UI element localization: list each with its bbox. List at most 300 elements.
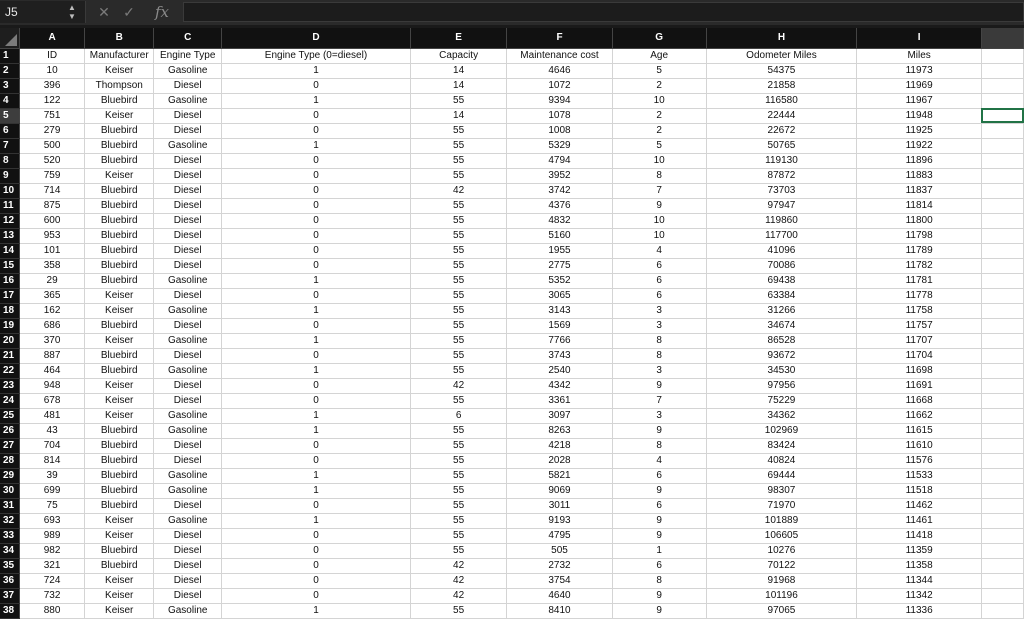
cell[interactable]: 7 xyxy=(612,393,706,408)
cell[interactable]: 4342 xyxy=(507,378,612,393)
cell[interactable]: 40824 xyxy=(706,453,857,468)
cell[interactable]: 11798 xyxy=(857,228,982,243)
cell[interactable]: 1 xyxy=(222,63,411,78)
cell[interactable]: 14 xyxy=(410,108,506,123)
cell[interactable] xyxy=(981,378,1023,393)
cell[interactable]: 505 xyxy=(507,543,612,558)
cell[interactable]: 464 xyxy=(20,363,85,378)
cell[interactable]: 2775 xyxy=(507,258,612,273)
cell[interactable]: Keiser xyxy=(85,603,154,618)
cell[interactable]: 1 xyxy=(222,468,411,483)
cell[interactable]: Bluebird xyxy=(85,498,154,513)
cell[interactable] xyxy=(981,258,1023,273)
cell[interactable]: 9394 xyxy=(507,93,612,108)
cell[interactable]: 4794 xyxy=(507,153,612,168)
row-header[interactable]: 6 xyxy=(0,123,20,138)
select-all-corner[interactable] xyxy=(0,28,20,48)
cell[interactable]: 500 xyxy=(20,138,85,153)
column-header[interactable] xyxy=(981,28,1023,48)
row-header[interactable]: 20 xyxy=(0,333,20,348)
cell[interactable]: 54375 xyxy=(706,63,857,78)
cell[interactable]: 11342 xyxy=(857,588,982,603)
cell[interactable]: 3097 xyxy=(507,408,612,423)
cell[interactable] xyxy=(981,498,1023,513)
cell[interactable]: 7766 xyxy=(507,333,612,348)
cell[interactable]: 6 xyxy=(612,498,706,513)
column-header[interactable]: F xyxy=(507,28,612,48)
cell[interactable]: 358 xyxy=(20,258,85,273)
cell[interactable] xyxy=(981,558,1023,573)
cell[interactable]: 11704 xyxy=(857,348,982,363)
cell[interactable]: 98307 xyxy=(706,483,857,498)
cell[interactable]: 1 xyxy=(222,408,411,423)
cell[interactable]: 55 xyxy=(410,333,506,348)
cell[interactable]: Bluebird xyxy=(85,138,154,153)
cell[interactable]: Bluebird xyxy=(85,258,154,273)
cell[interactable]: 6 xyxy=(612,258,706,273)
cell[interactable]: 42 xyxy=(410,588,506,603)
cell[interactable]: Diesel xyxy=(154,123,222,138)
cell[interactable]: Gasoline xyxy=(154,273,222,288)
cell[interactable]: 55 xyxy=(410,273,506,288)
cell[interactable]: 365 xyxy=(20,288,85,303)
row-header[interactable]: 35 xyxy=(0,558,20,573)
cell[interactable]: 0 xyxy=(222,123,411,138)
cell[interactable]: Thompson xyxy=(85,78,154,93)
cell[interactable]: 9193 xyxy=(507,513,612,528)
row-header[interactable]: 13 xyxy=(0,228,20,243)
cell[interactable]: 39 xyxy=(20,468,85,483)
cell[interactable]: 9 xyxy=(612,198,706,213)
cell[interactable]: 41096 xyxy=(706,243,857,258)
cell[interactable]: Bluebird xyxy=(85,483,154,498)
cell[interactable]: 6 xyxy=(612,558,706,573)
cell[interactable]: 55 xyxy=(410,513,506,528)
enter-icon[interactable]: ✓ xyxy=(123,4,135,20)
cell[interactable]: 11576 xyxy=(857,453,982,468)
cell[interactable]: Bluebird xyxy=(85,273,154,288)
cell[interactable]: 75 xyxy=(20,498,85,513)
cell[interactable]: Capacity xyxy=(410,48,506,63)
cell[interactable]: 3011 xyxy=(507,498,612,513)
row-header[interactable]: 14 xyxy=(0,243,20,258)
cell[interactable]: 1955 xyxy=(507,243,612,258)
cell[interactable]: Diesel xyxy=(154,573,222,588)
cell[interactable]: 9 xyxy=(612,588,706,603)
cell[interactable]: Engine Type (0=diesel) xyxy=(222,48,411,63)
cell[interactable]: 1 xyxy=(612,543,706,558)
cell[interactable]: 11662 xyxy=(857,408,982,423)
cell[interactable]: 814 xyxy=(20,453,85,468)
cell[interactable]: 55 xyxy=(410,213,506,228)
cell[interactable]: 8 xyxy=(612,333,706,348)
cell[interactable]: 8 xyxy=(612,438,706,453)
row-header[interactable]: 11 xyxy=(0,198,20,213)
cell[interactable]: 91968 xyxy=(706,573,857,588)
row-header[interactable]: 25 xyxy=(0,408,20,423)
cell[interactable]: Bluebird xyxy=(85,243,154,258)
cell[interactable]: Manufacturer xyxy=(85,48,154,63)
cell[interactable]: 6 xyxy=(612,288,706,303)
cell[interactable]: 0 xyxy=(222,438,411,453)
cell[interactable]: Diesel xyxy=(154,153,222,168)
cell[interactable] xyxy=(981,183,1023,198)
cell[interactable]: Diesel xyxy=(154,198,222,213)
row-header[interactable]: 15 xyxy=(0,258,20,273)
cell[interactable]: 101889 xyxy=(706,513,857,528)
cell[interactable]: Diesel xyxy=(154,213,222,228)
cell[interactable]: 31266 xyxy=(706,303,857,318)
cell[interactable]: 704 xyxy=(20,438,85,453)
cell[interactable]: 370 xyxy=(20,333,85,348)
cell[interactable]: 21858 xyxy=(706,78,857,93)
cell[interactable]: 0 xyxy=(222,168,411,183)
cell[interactable] xyxy=(981,423,1023,438)
formula-input[interactable] xyxy=(183,2,1024,22)
cell[interactable] xyxy=(981,198,1023,213)
cell[interactable]: 11668 xyxy=(857,393,982,408)
cell[interactable]: 55 xyxy=(410,498,506,513)
cell[interactable] xyxy=(981,78,1023,93)
cell[interactable]: 4646 xyxy=(507,63,612,78)
cell[interactable]: 55 xyxy=(410,138,506,153)
cell[interactable]: 11757 xyxy=(857,318,982,333)
cell[interactable]: 0 xyxy=(222,378,411,393)
cell[interactable]: 42 xyxy=(410,183,506,198)
cell[interactable]: Diesel xyxy=(154,228,222,243)
cell[interactable]: 9 xyxy=(612,423,706,438)
cell[interactable]: 1 xyxy=(222,333,411,348)
cell[interactable]: 4 xyxy=(612,453,706,468)
cell[interactable]: Diesel xyxy=(154,438,222,453)
row-header[interactable]: 7 xyxy=(0,138,20,153)
cell[interactable]: 70122 xyxy=(706,558,857,573)
row-header[interactable]: 33 xyxy=(0,528,20,543)
cell[interactable]: 600 xyxy=(20,213,85,228)
cell[interactable] xyxy=(981,318,1023,333)
cell[interactable]: 55 xyxy=(410,528,506,543)
cell[interactable]: 75229 xyxy=(706,393,857,408)
cell[interactable]: Keiser xyxy=(85,63,154,78)
cell[interactable]: 55 xyxy=(410,123,506,138)
cell[interactable]: 1 xyxy=(222,513,411,528)
cell[interactable]: 0 xyxy=(222,498,411,513)
cell[interactable]: 481 xyxy=(20,408,85,423)
cell[interactable]: 22444 xyxy=(706,108,857,123)
insert-function-icon[interactable]: fx xyxy=(155,3,170,21)
cell[interactable]: 887 xyxy=(20,348,85,363)
cell[interactable]: 11344 xyxy=(857,573,982,588)
row-header[interactable]: 21 xyxy=(0,348,20,363)
cell[interactable]: 7 xyxy=(612,183,706,198)
row-header[interactable]: 36 xyxy=(0,573,20,588)
name-box-spinner-icon[interactable]: ▲ ▼ xyxy=(68,3,76,21)
cell[interactable]: 14 xyxy=(410,63,506,78)
cell[interactable]: Keiser xyxy=(85,378,154,393)
cell[interactable]: 3143 xyxy=(507,303,612,318)
name-box[interactable]: J5 xyxy=(0,1,86,23)
cell[interactable] xyxy=(981,468,1023,483)
cell[interactable]: 4795 xyxy=(507,528,612,543)
column-header[interactable]: A xyxy=(20,28,85,48)
cell[interactable]: 55 xyxy=(410,468,506,483)
cell[interactable]: Gasoline xyxy=(154,513,222,528)
cell[interactable]: Keiser xyxy=(85,108,154,123)
column-header[interactable]: I xyxy=(857,28,982,48)
cell[interactable]: Diesel xyxy=(154,108,222,123)
cell[interactable]: Diesel xyxy=(154,393,222,408)
cell[interactable]: 42 xyxy=(410,573,506,588)
cell[interactable]: 948 xyxy=(20,378,85,393)
cell[interactable]: 102969 xyxy=(706,423,857,438)
cell[interactable] xyxy=(981,348,1023,363)
cell[interactable]: 29 xyxy=(20,273,85,288)
cell[interactable]: 10 xyxy=(612,93,706,108)
cell[interactable] xyxy=(981,63,1023,78)
cell[interactable] xyxy=(981,243,1023,258)
cell[interactable]: Keiser xyxy=(85,333,154,348)
cell[interactable]: 4 xyxy=(612,243,706,258)
cell[interactable]: 0 xyxy=(222,243,411,258)
row-header[interactable]: 34 xyxy=(0,543,20,558)
cell[interactable]: 11973 xyxy=(857,63,982,78)
cell[interactable]: 1072 xyxy=(507,78,612,93)
row-header[interactable]: 16 xyxy=(0,273,20,288)
cell[interactable]: 42 xyxy=(410,378,506,393)
cell[interactable]: 55 xyxy=(410,603,506,618)
cell[interactable]: 55 xyxy=(410,348,506,363)
column-header[interactable]: G xyxy=(612,28,706,48)
cell[interactable] xyxy=(981,483,1023,498)
cell[interactable]: 1 xyxy=(222,93,411,108)
cell[interactable]: 10 xyxy=(20,63,85,78)
cell[interactable]: 11789 xyxy=(857,243,982,258)
cell[interactable]: 1 xyxy=(222,483,411,498)
cell[interactable]: 5 xyxy=(612,63,706,78)
cell[interactable]: 2540 xyxy=(507,363,612,378)
cell[interactable]: 10 xyxy=(612,153,706,168)
cell[interactable]: 3065 xyxy=(507,288,612,303)
cell[interactable]: 11461 xyxy=(857,513,982,528)
cell[interactable]: 1 xyxy=(222,138,411,153)
cell[interactable]: Keiser xyxy=(85,288,154,303)
cell[interactable]: ID xyxy=(20,48,85,63)
cell[interactable]: 0 xyxy=(222,213,411,228)
cell[interactable]: Keiser xyxy=(85,573,154,588)
cell[interactable]: 4376 xyxy=(507,198,612,213)
cell[interactable]: 14 xyxy=(410,78,506,93)
row-header[interactable]: 27 xyxy=(0,438,20,453)
cell[interactable]: 11896 xyxy=(857,153,982,168)
cell[interactable]: 0 xyxy=(222,348,411,363)
cell[interactable]: Diesel xyxy=(154,183,222,198)
cell[interactable]: 1569 xyxy=(507,318,612,333)
cell[interactable]: Bluebird xyxy=(85,228,154,243)
cell[interactable]: 55 xyxy=(410,258,506,273)
cell[interactable]: 1 xyxy=(222,273,411,288)
cell[interactable]: 9 xyxy=(612,513,706,528)
cell[interactable]: 3361 xyxy=(507,393,612,408)
cell[interactable]: Bluebird xyxy=(85,198,154,213)
cell[interactable]: 10276 xyxy=(706,543,857,558)
cell[interactable]: 3743 xyxy=(507,348,612,363)
cell[interactable]: 55 xyxy=(410,453,506,468)
row-header[interactable]: 17 xyxy=(0,288,20,303)
cell[interactable]: 11336 xyxy=(857,603,982,618)
cell[interactable]: 97947 xyxy=(706,198,857,213)
cell[interactable]: 43 xyxy=(20,423,85,438)
column-header[interactable]: D xyxy=(222,28,411,48)
cell[interactable]: 0 xyxy=(222,288,411,303)
cell[interactable]: 55 xyxy=(410,423,506,438)
row-header[interactable]: 32 xyxy=(0,513,20,528)
cell[interactable]: 55 xyxy=(410,288,506,303)
cell[interactable]: 11418 xyxy=(857,528,982,543)
cell[interactable]: 69444 xyxy=(706,468,857,483)
cell[interactable]: 11781 xyxy=(857,273,982,288)
cell[interactable]: 0 xyxy=(222,528,411,543)
cell[interactable]: 279 xyxy=(20,123,85,138)
cell[interactable]: 122 xyxy=(20,93,85,108)
cell[interactable]: 9 xyxy=(612,378,706,393)
row-header[interactable]: 29 xyxy=(0,468,20,483)
cell[interactable]: 55 xyxy=(410,318,506,333)
cell[interactable]: 1 xyxy=(222,603,411,618)
cell[interactable] xyxy=(981,603,1023,618)
cell[interactable]: 162 xyxy=(20,303,85,318)
cell[interactable]: 875 xyxy=(20,198,85,213)
cell[interactable]: Keiser xyxy=(85,393,154,408)
cell[interactable]: 5 xyxy=(612,138,706,153)
cell[interactable]: 732 xyxy=(20,588,85,603)
cell[interactable]: 11358 xyxy=(857,558,982,573)
cell[interactable]: 9 xyxy=(612,528,706,543)
cell[interactable]: 8263 xyxy=(507,423,612,438)
cell[interactable]: 11533 xyxy=(857,468,982,483)
cell[interactable]: Miles xyxy=(857,48,982,63)
cell[interactable]: 11814 xyxy=(857,198,982,213)
cell[interactable]: 11800 xyxy=(857,213,982,228)
cell[interactable]: 119130 xyxy=(706,153,857,168)
cell[interactable]: 724 xyxy=(20,573,85,588)
cell[interactable]: 9 xyxy=(612,603,706,618)
cell[interactable]: Gasoline xyxy=(154,408,222,423)
column-header[interactable]: C xyxy=(154,28,222,48)
cell[interactable]: Gasoline xyxy=(154,93,222,108)
row-header[interactable]: 28 xyxy=(0,453,20,468)
cell[interactable]: 3 xyxy=(612,363,706,378)
cell[interactable] xyxy=(981,543,1023,558)
cell[interactable]: 0 xyxy=(222,183,411,198)
cell[interactable]: 11778 xyxy=(857,288,982,303)
cell[interactable]: 759 xyxy=(20,168,85,183)
cell[interactable] xyxy=(981,513,1023,528)
cell[interactable]: 3754 xyxy=(507,573,612,588)
cell[interactable]: Gasoline xyxy=(154,333,222,348)
cell[interactable]: 751 xyxy=(20,108,85,123)
row-header[interactable]: 23 xyxy=(0,378,20,393)
cell[interactable]: 42 xyxy=(410,558,506,573)
row-header[interactable]: 30 xyxy=(0,483,20,498)
row-header[interactable]: 5 xyxy=(0,108,20,123)
row-header[interactable]: 19 xyxy=(0,318,20,333)
cell[interactable]: Gasoline xyxy=(154,303,222,318)
cell[interactable]: Bluebird xyxy=(85,453,154,468)
cell[interactable]: 55 xyxy=(410,198,506,213)
row-header[interactable]: 22 xyxy=(0,363,20,378)
cell[interactable]: 69438 xyxy=(706,273,857,288)
cell[interactable]: 0 xyxy=(222,153,411,168)
column-header[interactable]: H xyxy=(706,28,857,48)
cell[interactable]: 71970 xyxy=(706,498,857,513)
cell[interactable]: 1078 xyxy=(507,108,612,123)
cell[interactable]: Bluebird xyxy=(85,123,154,138)
cell[interactable]: 8410 xyxy=(507,603,612,618)
cell[interactable]: 0 xyxy=(222,453,411,468)
cell[interactable]: Diesel xyxy=(154,243,222,258)
cell[interactable]: 11691 xyxy=(857,378,982,393)
cell[interactable]: 101 xyxy=(20,243,85,258)
cell[interactable]: 3742 xyxy=(507,183,612,198)
cell[interactable]: 34530 xyxy=(706,363,857,378)
cell[interactable]: 880 xyxy=(20,603,85,618)
cell[interactable]: Bluebird xyxy=(85,438,154,453)
cell[interactable]: 11758 xyxy=(857,303,982,318)
cell[interactable]: 0 xyxy=(222,228,411,243)
cell[interactable] xyxy=(981,363,1023,378)
cell[interactable]: 4832 xyxy=(507,213,612,228)
cell[interactable]: 0 xyxy=(222,573,411,588)
cell[interactable]: 22672 xyxy=(706,123,857,138)
cell[interactable]: Bluebird xyxy=(85,543,154,558)
cell[interactable] xyxy=(981,288,1023,303)
cell[interactable]: Gasoline xyxy=(154,63,222,78)
cell[interactable]: 6 xyxy=(612,273,706,288)
cell[interactable]: 0 xyxy=(222,393,411,408)
cell[interactable]: 83424 xyxy=(706,438,857,453)
cell[interactable]: Gasoline xyxy=(154,138,222,153)
cell[interactable]: 6 xyxy=(410,408,506,423)
cell[interactable] xyxy=(981,408,1023,423)
cell[interactable] xyxy=(981,273,1023,288)
cell[interactable]: 2 xyxy=(612,123,706,138)
cell[interactable]: 0 xyxy=(222,108,411,123)
cell[interactable]: 63384 xyxy=(706,288,857,303)
cell[interactable]: 34362 xyxy=(706,408,857,423)
cell[interactable]: 989 xyxy=(20,528,85,543)
cell[interactable]: Diesel xyxy=(154,288,222,303)
cell[interactable]: 396 xyxy=(20,78,85,93)
cell[interactable]: 55 xyxy=(410,93,506,108)
cell[interactable]: 55 xyxy=(410,243,506,258)
cell[interactable]: Diesel xyxy=(154,258,222,273)
cell[interactable]: Bluebird xyxy=(85,93,154,108)
cell[interactable]: Keiser xyxy=(85,408,154,423)
cell[interactable]: 97065 xyxy=(706,603,857,618)
cell[interactable]: 87872 xyxy=(706,168,857,183)
cell[interactable]: 5329 xyxy=(507,138,612,153)
row-header[interactable]: 31 xyxy=(0,498,20,513)
cell[interactable]: 0 xyxy=(222,543,411,558)
cell[interactable]: Diesel xyxy=(154,453,222,468)
cell[interactable]: Keiser xyxy=(85,303,154,318)
cell[interactable]: Diesel xyxy=(154,498,222,513)
cell[interactable]: Bluebird xyxy=(85,348,154,363)
cell[interactable]: 50765 xyxy=(706,138,857,153)
cell[interactable]: Bluebird xyxy=(85,213,154,228)
cell[interactable]: 520 xyxy=(20,153,85,168)
cell[interactable]: Diesel xyxy=(154,543,222,558)
